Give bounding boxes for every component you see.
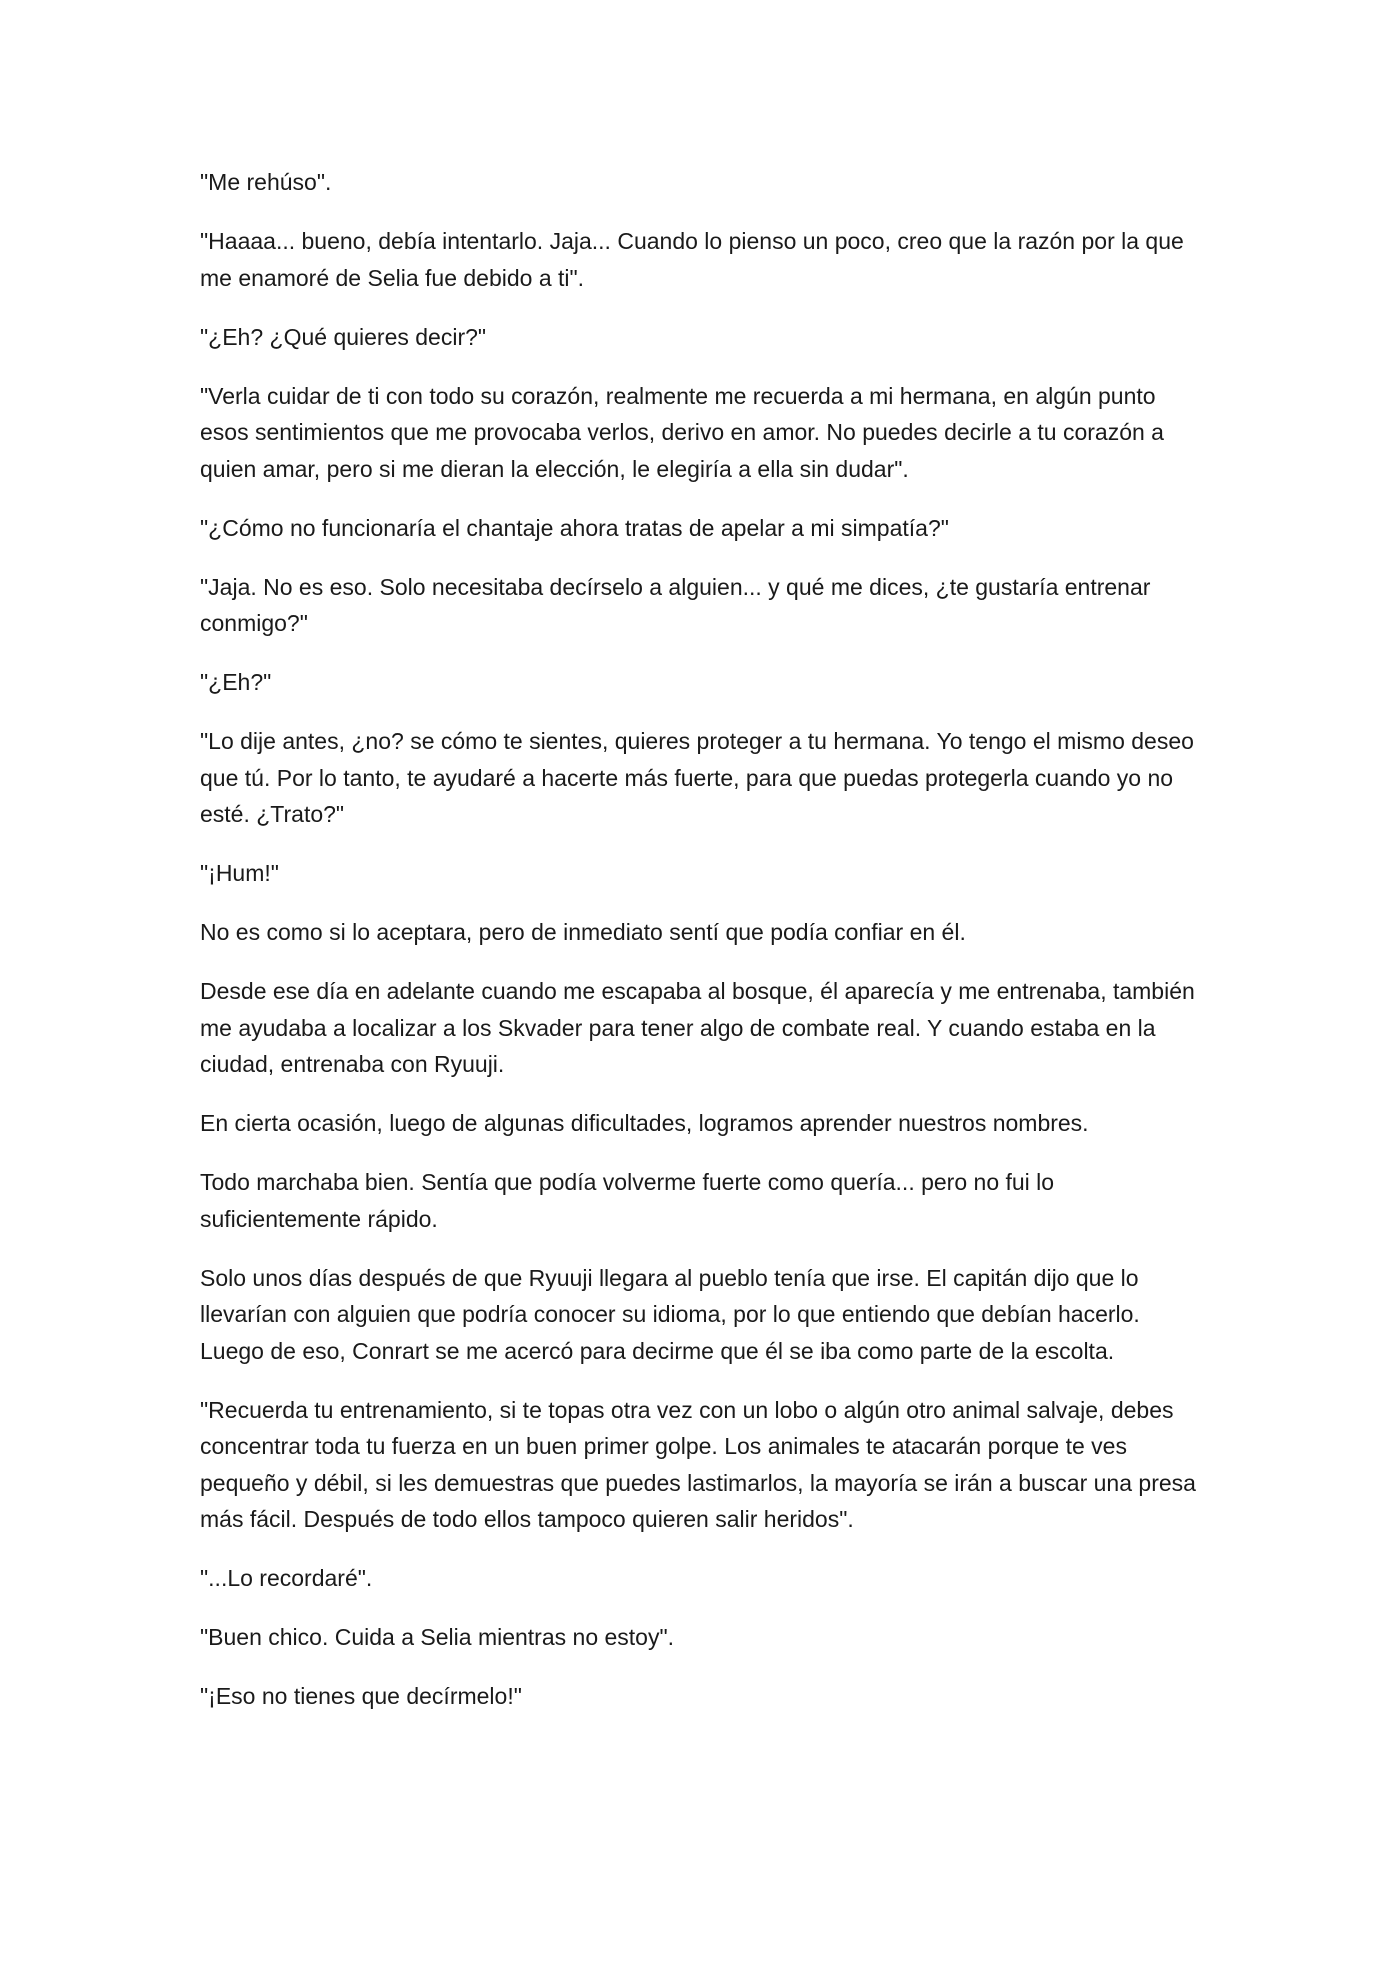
paragraph-12: En cierta ocasión, luego de algunas dificultades, logramos aprender nuestros nombres. <box>200 1110 1089 1136</box>
paragraph-1: "Me rehúso". <box>200 169 332 195</box>
paragraph-13: Todo marchaba bien. Sentía que podía volverme fuerte como quería... pero no fui lo suficientemente rápido. <box>200 1169 1055 1232</box>
paragraph-9: "¡Hum!" <box>200 860 279 886</box>
paragraph-17: "Buen chico. Cuida a Selia mientras no estoy". <box>200 1624 675 1650</box>
paragraph-3: "¿Eh? ¿Qué quieres decir?" <box>200 323 487 350</box>
paragraph-6: "Jaja. No es eso. Solo necesitaba decírselo a alguien... y qué me dices, ¿te gustaría entrenar conmigo?" <box>200 573 1151 636</box>
paragraph-4: "Verla cuidar de ti con todo su corazón, realmente me recuerda a mi hermana, en algún punto esos sentimientos que me provocaba verlos, derivo en amor. No puedes decirle a tu corazón a quien amar, pero si me dieran la elección, le elegiría a ella sin dudar". <box>200 382 1164 482</box>
paragraph-16: "...Lo recordaré". <box>200 1565 373 1591</box>
paragraph-7: "¿Eh?" <box>200 669 272 695</box>
paragraph-18: "¡Eso no tienes que decírmelo!" <box>200 1683 522 1709</box>
paragraph-15: "Recuerda tu entrenamiento, si te topas otra vez con un lobo o algún otro animal salvaje, debes concentrar toda tu fuerza en un buen primer golpe. Los animales te atacarán porque te ves pequeño y débil, si les demuestras que puedes lastimarlos, la mayoría se irán a buscar una presa más fácil. Después de todo ellos tampoco quieren salir heridos". <box>200 1396 1196 1532</box>
paragraph-2: "Haaaa... bueno, debía intentarlo. Jaja... Cuando lo pienso un poco, creo que la razón por la que me enamoré de Selia fue debido a ti". <box>200 228 1184 291</box>
paragraph-5: "¿Cómo no funcionaría el chantaje ahora tratas de apelar a mi simpatía?" <box>200 514 949 541</box>
paragraph-11: Desde ese día en adelante cuando me escapaba al bosque, él aparecía y me entrenaba, también me ayudaba a localizar a los Skvader para tener algo de combate real. Y cuando estaba en la ciudad, entrenaba con Ryuuji. <box>200 978 1195 1077</box>
document-body <box>200 164 1200 1737</box>
paragraph-14: Solo unos días después de que Ryuuji llegara al pueblo tenía que irse. El capitán dijo que lo llevarían con alguien que podría conocer su idioma, por lo que entiendo que debían hacerlo. Luego de eso, Conrart se me acercó para decirme que él se iba como parte de la escolta. <box>200 1264 1140 1364</box>
paragraph-10: No es como si lo aceptara, pero de inmediato sentí que podía confiar en él. <box>200 919 966 945</box>
paragraph-8: "Lo dije antes, ¿no? se cómo te sientes, quieres proteger a tu hermana. Yo tengo el mismo deseo que tú. Por lo tanto, te ayudaré a hacerte más fuerte, para que puedas protegerla cuando yo no esté. ¿Trato?" <box>200 728 1194 827</box>
